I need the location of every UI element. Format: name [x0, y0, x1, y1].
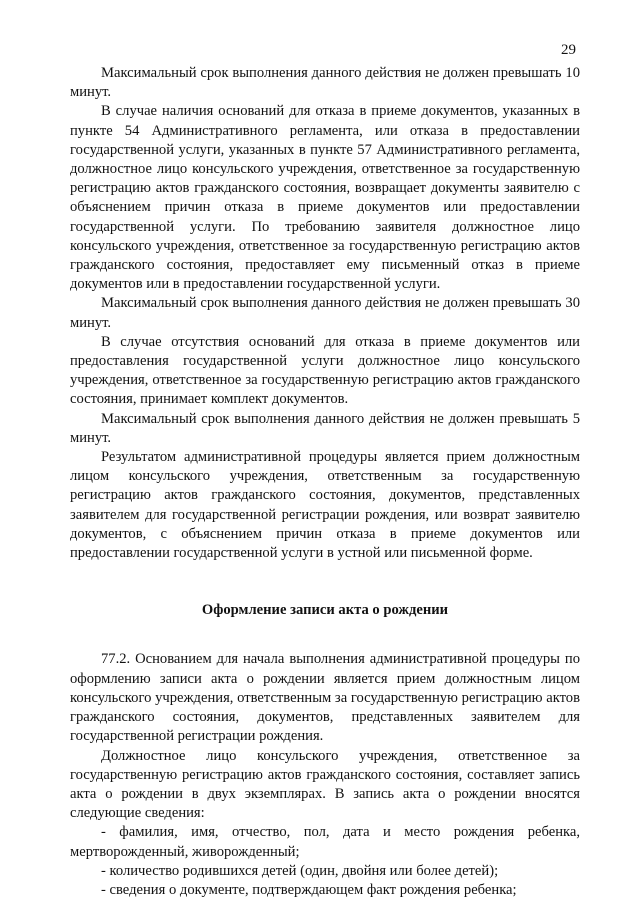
paragraph: В случае наличия оснований для отказа в приеме документов, указанных в пункте 54 Административного регламента, или отказа в предоставлении государственной услуги, указанных в пункте 57 Административного регламента, должностное лицо консульского учреждения, ответственное за государственную регистрацию актов гражданского состояния, возвращает документы заявителю с объяснением причин отказа в приеме документов или предоставлении государственной услуги. По требованию заявителя должностное лицо консульского учреждения, ответственное за государственную регистрацию актов гражданского состояния, предоставляет ему письменный отказ в приеме документов или в предоставлении государственной услуги. [70, 103, 580, 293]
paragraph: Максимальный срок выполнения данного действия не должен превышать 10 минут. [70, 65, 580, 101]
list-item: - количество родившихся детей (один, двойня или более детей); [101, 862, 499, 879]
details-list [70, 823, 580, 900]
paragraph: Максимальный срок выполнения данного действия не должен превышать 30 минут. [70, 295, 580, 331]
page-content [70, 64, 580, 900]
paragraph: В случае отсутствия оснований для отказа в приеме документов или предоставления государственной услуги должностное лицо консульского учреждения, ответственное за государственную регистрацию актов гражданского состояния, принимает комплект документов. [70, 333, 580, 408]
list-item: - фамилия, имя, отчество, пол, дата и место рождения ребенка, мертворожденный, живорожденный; [70, 824, 580, 860]
paragraph: Должностное лицо консульского учреждения, ответственное за государственную регистрацию актов гражданского состояния, составляет запись акта о рождении в двух экземплярах. В запись акта о рождении вносятся следующие сведения: [70, 747, 580, 822]
section-heading: Оформление записи акта о рождении [201, 602, 449, 619]
list-item: - сведения о документе, подтверждающем факт рождения ребенка; [101, 881, 517, 898]
paragraph: Максимальный срок выполнения данного действия не должен превышать 5 минут. [70, 410, 580, 446]
paragraph: 77.2. Основанием для начала выполнения административной процедуры по оформлению записи акта о рождении является прием должностным лицом консульского учреждения, ответственным за государственную регистрацию актов гражданского состояния, документов, представленных заявителем для государственной регистрации рождения. [70, 651, 580, 745]
paragraph: Результатом административной процедуры является прием должностным лицом консульского учреждения, ответственным за государственную регистрацию актов гражданского состояния, документов, представленных заявителем для государственной регистрации рождения, или возврат заявителю документов, с объяснением причин отказа в приеме документов или предоставлении государственной услуги в устной или письменной форме. [70, 449, 580, 562]
page-number: 29 [561, 42, 576, 58]
